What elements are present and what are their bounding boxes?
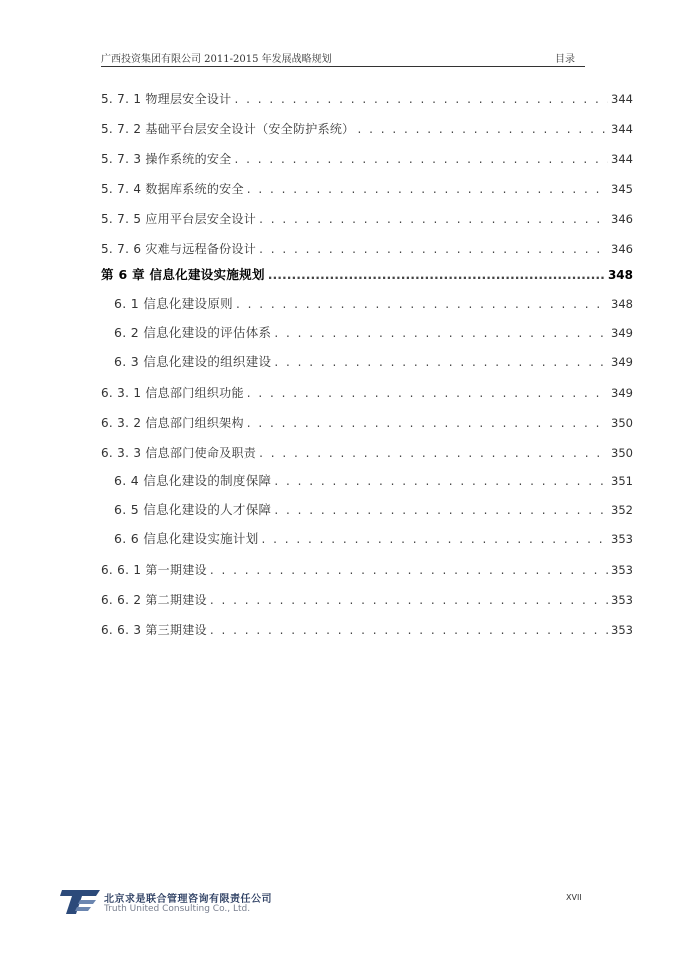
toc-leader-dots [357, 120, 608, 138]
toc-leader-dots [236, 295, 608, 313]
toc-entry[interactable] [101, 240, 633, 258]
toc-entry[interactable] [101, 561, 633, 579]
toc-entry-label: 5. 7. 5 应用平台层安全设计 [101, 212, 257, 226]
toc-leader-dots [262, 530, 609, 548]
toc-entry[interactable] [101, 90, 633, 108]
toc-entry-label: 6. 3. 3 信息部门使命及职责 [101, 446, 257, 460]
toc-leader-dots [274, 501, 608, 519]
toc-entry[interactable] [101, 150, 633, 168]
toc-entry-page: 344 [611, 122, 633, 136]
toc-leader-dots [247, 384, 608, 402]
toc-leader-dots [247, 180, 608, 198]
footer-company-cn: 北京求是联合管理咨询有限责任公司 [104, 894, 272, 905]
toc-entry-label: 6. 1 信息化建设原则 [114, 296, 233, 311]
toc-entry-page: 353 [611, 623, 633, 637]
toc-entry[interactable] [114, 472, 633, 490]
footer-company-en: Truth United Consulting Co., Ltd. [104, 904, 251, 914]
toc-entry-page: 353 [611, 593, 633, 607]
toc-entry-label: 5. 7. 6 灾难与远程备份设计 [101, 242, 257, 256]
truth-united-logo-icon [60, 888, 100, 916]
toc-leader-dots [259, 240, 608, 258]
toc-entry[interactable] [101, 180, 633, 198]
toc-leader-dots [259, 444, 608, 462]
toc-entry-page: 353 [611, 563, 633, 577]
page-header [101, 50, 585, 67]
toc-leader-dots [210, 561, 608, 579]
toc-leader-dots [268, 266, 605, 284]
toc-entry-label: 6. 5 信息化建设的人才保障 [114, 502, 272, 517]
toc-leader-dots [274, 472, 608, 490]
toc-leader-dots [234, 150, 608, 168]
toc-entry-label: 6. 6. 1 第一期建设 [101, 563, 207, 577]
header-title: 广西投资集团有限公司 2011-2015 年发展战略规划 [101, 54, 332, 65]
toc-entry[interactable] [101, 591, 633, 609]
toc-entry-page: 350 [611, 416, 633, 430]
toc-entry-page: 348 [607, 268, 633, 282]
toc-entry-page: 346 [611, 212, 633, 226]
toc-entry[interactable] [114, 501, 633, 519]
toc-entry-label: 6. 2 信息化建设的评估体系 [114, 325, 272, 340]
toc-entry-label: 6. 3. 1 信息部门组织功能 [101, 386, 244, 400]
toc-entry[interactable] [114, 324, 633, 342]
toc-entry-label: 6. 3 信息化建设的组织建设 [114, 354, 272, 369]
toc-leader-dots [247, 414, 608, 432]
toc-entry-label: 6. 6. 2 第二期建设 [101, 593, 207, 607]
toc-entry-label: 6. 6. 3 第三期建设 [101, 623, 207, 637]
toc-entry-page: 353 [611, 532, 633, 546]
toc-entry[interactable] [101, 120, 633, 138]
toc-entry[interactable] [114, 295, 633, 313]
toc-leader-dots [210, 621, 608, 639]
toc-entry[interactable] [101, 444, 633, 462]
toc-entry-label: 5. 7. 2 基础平台层安全设计（安全防护系统） [101, 122, 355, 136]
toc-entry-page: 344 [611, 92, 633, 106]
toc-leader-dots [274, 353, 608, 371]
toc-entry-label: 5. 7. 1 物理层安全设计 [101, 92, 232, 106]
toc-entry-page: 349 [611, 386, 633, 400]
toc-entry-label: 5. 7. 3 操作系统的安全 [101, 152, 232, 166]
toc-entry-page: 345 [611, 182, 633, 196]
toc-leader-dots [274, 324, 608, 342]
toc-leader-dots [210, 591, 608, 609]
toc-entry-page: 352 [611, 503, 633, 517]
footer-page-number: XVII [566, 893, 582, 902]
toc-entry-label: 6. 4 信息化建设的制度保障 [114, 473, 272, 488]
toc-entry[interactable] [101, 210, 633, 228]
toc-leader-dots [234, 90, 608, 108]
toc-entry-page: 349 [611, 326, 633, 340]
toc-leader-dots [259, 210, 608, 228]
toc-entry-label: 5. 7. 4 数据库系统的安全 [101, 182, 244, 196]
toc-entry[interactable] [101, 621, 633, 639]
toc-entry-page: 346 [611, 242, 633, 256]
toc-entry-label: 6. 6 信息化建设实施计划 [114, 531, 259, 546]
toc-entry-page: 349 [611, 355, 633, 369]
toc-entry[interactable] [101, 266, 633, 284]
toc-entry-label: 第 6 章 信息化建设实施规划 [101, 267, 265, 282]
toc-entry-label: 6. 3. 2 信息部门组织架构 [101, 416, 244, 430]
toc-entry[interactable] [114, 353, 633, 371]
toc-entry[interactable] [101, 414, 633, 432]
header-section: 目录 [555, 54, 575, 65]
toc-entry[interactable] [101, 384, 633, 402]
toc-entry-page: 348 [611, 297, 633, 311]
toc-entry-page: 351 [611, 474, 633, 488]
toc-entry-page: 350 [611, 446, 633, 460]
toc-entry-page: 344 [611, 152, 633, 166]
toc-entry[interactable] [114, 530, 633, 548]
